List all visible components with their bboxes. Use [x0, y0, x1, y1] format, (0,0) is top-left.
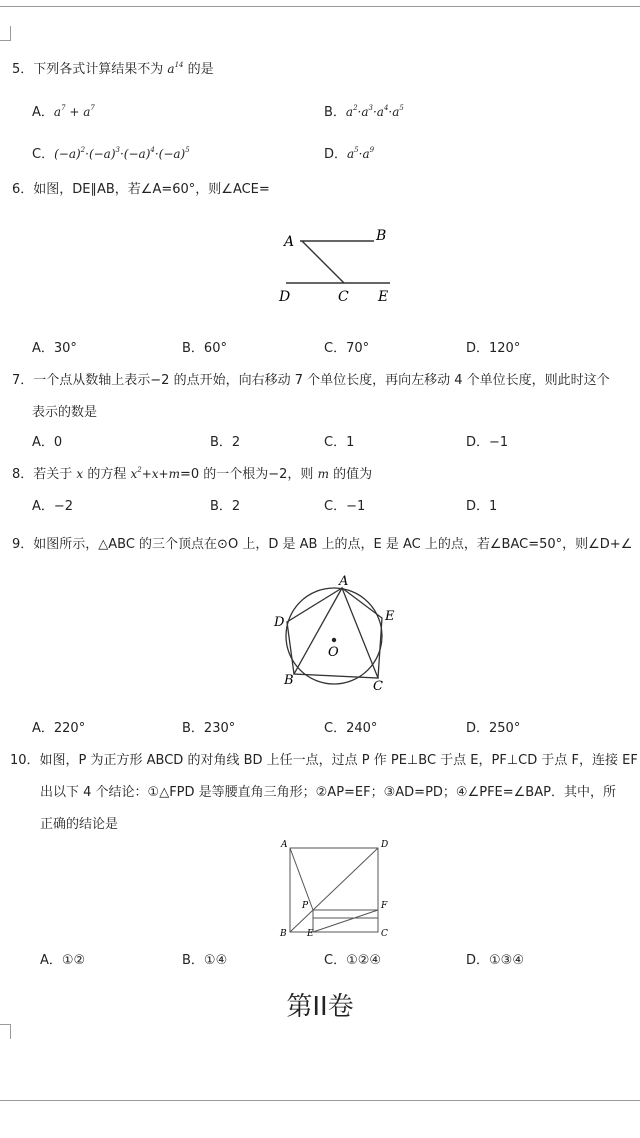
q9-option-a[interactable]: A．220°	[32, 721, 86, 736]
q9-center-point	[332, 638, 336, 642]
q8-option-c[interactable]: C．−1	[324, 499, 366, 514]
q7-option-d[interactable]: D．−1	[466, 435, 509, 450]
q6-option-a[interactable]: A．30°	[32, 341, 77, 356]
question-7-line2: 表示的数是	[32, 405, 98, 420]
q6-label-c: C	[338, 289, 349, 304]
bottom-rule	[0, 1100, 640, 1101]
q9-label-b: B	[284, 673, 294, 688]
q9-figure	[268, 574, 408, 694]
q10-label-c: C	[381, 929, 388, 938]
q10-label-d: D	[381, 840, 389, 850]
q6-option-c[interactable]: C．70°	[324, 341, 370, 356]
q10-label-e: E	[307, 929, 314, 938]
q10-figure	[276, 838, 396, 938]
question-10-line3: 正确的结论是	[40, 817, 119, 832]
q10-label-f: F	[381, 901, 388, 911]
q7-option-a[interactable]: A．0	[32, 435, 63, 450]
q5-option-b[interactable]: B．$a^2\cdot a^3\cdot a^4\cdot a^5$	[324, 104, 404, 120]
question-10-line1: 10．如图，P 为正方形 ABCD 的对角线 BD 上任一点，过点 P 作 PE⊥BC 于点 E，PF⊥CD 于点 F，连接 EF	[10, 753, 638, 768]
q10-segment-ef	[313, 910, 378, 932]
q6-figure	[276, 224, 416, 304]
q8-option-b[interactable]: B．2	[210, 499, 241, 514]
q6-label-a: A	[284, 234, 295, 250]
q9-label-d: D	[274, 615, 285, 630]
q7-option-c[interactable]: C．1	[324, 435, 355, 450]
q8-option-d[interactable]: D．1	[466, 499, 498, 514]
q10-option-c[interactable]: C．①②④	[324, 953, 382, 968]
q5-option-a[interactable]: A．$a^7 + a^7$	[32, 104, 95, 120]
question-9-text: 9．如图所示，△ABC 的三个顶点在⊙O 上，D 是 AB 上的点，E 是 AC 上的点，若∠BAC=50°，则∠D+∠	[12, 537, 633, 552]
question-5-text: 5．下列各式计算结果不为 $a^{14}$ 的是	[12, 61, 214, 77]
q9-option-b[interactable]: B．230°	[182, 721, 236, 736]
q8-option-a[interactable]: A．−2	[32, 499, 74, 514]
q9-label-e: E	[385, 609, 395, 624]
q9-option-c[interactable]: C．240°	[324, 721, 378, 736]
q6-label-b: B	[376, 228, 387, 244]
q9-label-o: O	[328, 645, 339, 660]
corner-mark-bottom	[0, 1024, 11, 1039]
q10-option-b[interactable]: B．①④	[182, 953, 228, 968]
question-10-line2: 出以下 4 个结论：①△FPD 是等腰直角三角形；②AP=EF；③AD=PD；④∠PFE=∠BAP．其中，所	[40, 785, 616, 800]
q6-option-b[interactable]: B．60°	[182, 341, 227, 356]
q9-label-c: C	[373, 679, 383, 694]
q5-option-c[interactable]: C．$(-a)^2\cdot(-a)^3\cdot(-a)^4\cdot(-a)^5$	[32, 146, 190, 162]
q5-option-d[interactable]: D．$a^5\cdot a^9$	[324, 146, 375, 162]
q10-label-p: P	[302, 901, 309, 911]
q10-option-a[interactable]: A．①②	[40, 953, 86, 968]
q6-segment-ac	[302, 241, 344, 283]
question-7-line1: 7．一个点从数轴上表示−2 的点开始，向右移动 7 个单位长度，再向左移动 4 个单位长度，则此时这个	[12, 373, 610, 388]
question-6-text: 6．如图，DE∥AB，若∠A=60°，则∠ACE=	[12, 182, 270, 197]
top-rule	[0, 6, 640, 7]
q6-label-e: E	[378, 289, 389, 304]
q6-option-d[interactable]: D．120°	[466, 341, 521, 356]
q9-option-d[interactable]: D．250°	[466, 721, 521, 736]
q10-diagonal-bd	[290, 848, 378, 932]
q9-triangle-abc	[294, 588, 378, 678]
q10-option-d[interactable]: D．①③④	[466, 953, 524, 968]
q7-option-b[interactable]: B．2	[210, 435, 241, 450]
q9-label-a: A	[339, 574, 349, 589]
q10-label-a: A	[281, 840, 288, 850]
q6-label-d: D	[279, 289, 291, 304]
question-8-text: 8．若关于 x 的方程 $x^2+x+m=0$ 的一个根为−2，则 m 的值为	[12, 466, 373, 482]
section-heading: 第II卷	[286, 992, 354, 1022]
q9-segments-adb	[287, 588, 342, 674]
q10-label-b: B	[280, 929, 287, 938]
corner-mark-top	[0, 26, 11, 41]
